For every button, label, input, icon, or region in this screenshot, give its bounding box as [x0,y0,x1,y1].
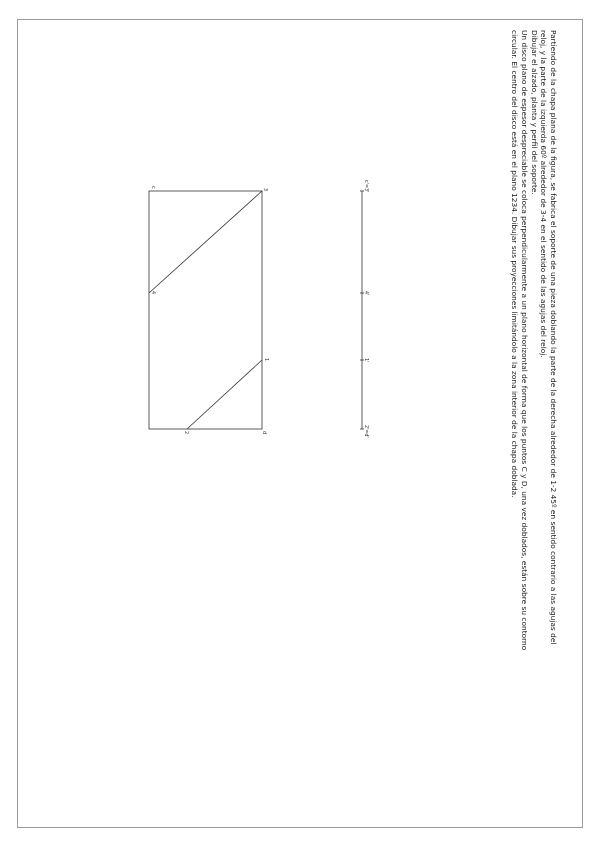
statement-line-3: Dibujar el alzado, planta y perfil del soporte. [529,30,539,195]
label-4-prime: 4' [363,291,368,296]
label-3: 3 [262,188,267,192]
label-4: 4 [150,291,155,295]
label-1: 1 [263,358,268,362]
label-d: d [261,431,266,435]
label-1-prime: 1' [363,358,368,363]
label-2-prime-d-prime: 2'=d' [363,425,368,438]
statement-line-1: Partiendo de la chapa plana de la figura, se fabrica el soporte de una pieza doblando la parte de la derecha alrededor de 1-2 45º en sentido contrario a las agujas del [549,30,558,645]
fold-line-3-4 [149,191,262,293]
label-2: 2 [183,431,188,435]
statement-line-5: circular. El centro del disco está en el plano 1234. Dibujar sus proyecciones limitándolo a la zona interior de la chapa doblada. [510,30,520,498]
sheet-rectangle [149,191,262,429]
label-c: c [150,186,155,189]
statement-line-4: Un disco plano de espesor despreciable se coloca perpendicularmente a un plano horizontal de forma que los puntos C y D, una vez doblados, están sobre su contorno [519,30,529,651]
fold-line-1-2 [187,360,262,429]
statement-line-2: reloj, y la parte de la izquierda 60º alrededor de 3-4 en el sentido de las agujas del reloj. [539,30,549,358]
label-c-prime-3-prime: c'=3' [363,180,368,193]
